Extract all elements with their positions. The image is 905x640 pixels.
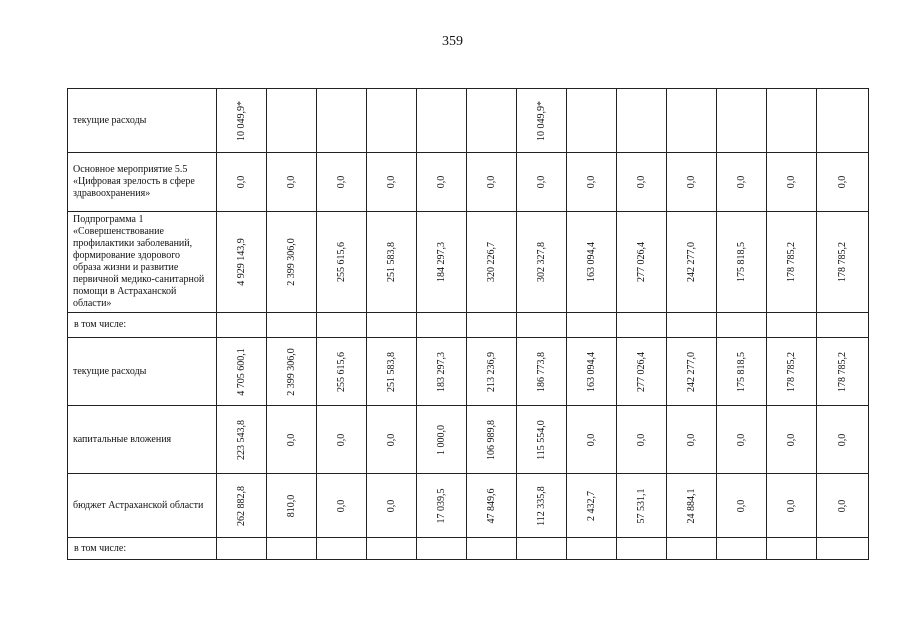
table-cell bbox=[467, 89, 517, 153]
cell-value: 17 039,5 bbox=[435, 488, 447, 523]
cell-value: 0,0 bbox=[535, 175, 547, 189]
table-cell bbox=[367, 474, 417, 538]
table-cell bbox=[467, 313, 517, 338]
table-cell bbox=[767, 89, 817, 153]
table-cell bbox=[667, 313, 717, 338]
table-cell bbox=[817, 212, 869, 313]
cell-value: 0,0 bbox=[385, 175, 397, 189]
table-cell bbox=[567, 474, 617, 538]
table-cell bbox=[467, 538, 517, 560]
table-cell bbox=[567, 538, 617, 560]
table-cell bbox=[717, 153, 767, 212]
cell-value: 0,0 bbox=[836, 499, 848, 512]
table-cell bbox=[617, 212, 667, 313]
cell-value: 178 785,2 bbox=[836, 351, 848, 392]
table-cell bbox=[367, 212, 417, 313]
table-cell bbox=[717, 406, 767, 474]
cell-value: 0,0 bbox=[435, 175, 447, 189]
table-cell bbox=[817, 406, 869, 474]
table-cell bbox=[567, 89, 617, 153]
table-cell bbox=[667, 89, 717, 153]
cell-value: 178 785,2 bbox=[785, 242, 797, 282]
table-cell bbox=[617, 406, 667, 474]
table-cell bbox=[417, 212, 467, 313]
table-row bbox=[68, 538, 869, 560]
page-number: 359 bbox=[442, 34, 463, 49]
cell-value: 112 335,8 bbox=[535, 485, 547, 526]
cell-value: 163 094,4 bbox=[585, 242, 597, 282]
cell-value: 242 277,0 bbox=[685, 242, 697, 282]
table-cell bbox=[817, 338, 869, 406]
cell-value: 106 989,8 bbox=[485, 419, 497, 460]
cell-value: 0,0 bbox=[585, 175, 597, 189]
table-cell bbox=[317, 538, 367, 560]
cell-value: 0,0 bbox=[785, 175, 797, 189]
table-cell bbox=[267, 89, 317, 153]
cell-value: 255 615,6 bbox=[335, 351, 347, 392]
table-cell bbox=[417, 313, 467, 338]
table-cell bbox=[617, 153, 667, 212]
table-cell bbox=[217, 153, 267, 212]
table-cell bbox=[367, 89, 417, 153]
cell-value: 0,0 bbox=[836, 175, 848, 189]
cell-value: 0,0 bbox=[635, 433, 647, 446]
cell-value: 163 094,4 bbox=[585, 351, 597, 392]
table-cell bbox=[217, 212, 267, 313]
table-cell bbox=[317, 212, 367, 313]
table-cell bbox=[517, 406, 567, 474]
table-cell bbox=[817, 538, 869, 560]
table-cell bbox=[767, 313, 817, 338]
cell-value: 175 818,5 bbox=[735, 242, 747, 282]
cell-value: 251 583,8 bbox=[385, 242, 397, 282]
cell-value: 0,0 bbox=[585, 433, 597, 446]
table-cell bbox=[617, 538, 667, 560]
table-cell bbox=[367, 313, 417, 338]
table-row bbox=[68, 89, 869, 153]
table-cell bbox=[717, 538, 767, 560]
table-cell bbox=[317, 313, 367, 338]
table-row bbox=[68, 474, 869, 538]
table-body bbox=[68, 89, 869, 560]
table-cell bbox=[367, 538, 417, 560]
table-cell bbox=[367, 406, 417, 474]
table-cell bbox=[617, 474, 667, 538]
table-cell bbox=[617, 89, 667, 153]
table-cell bbox=[567, 153, 617, 212]
table-cell bbox=[667, 153, 717, 212]
table-cell bbox=[517, 313, 567, 338]
cell-value: 277 026,4 bbox=[635, 351, 647, 392]
cell-value: 10 049,9* bbox=[535, 100, 547, 141]
table-cell bbox=[767, 338, 817, 406]
cell-value: 0,0 bbox=[836, 433, 848, 446]
table-cell bbox=[517, 89, 567, 153]
table-cell bbox=[367, 153, 417, 212]
cell-value: 0,0 bbox=[385, 499, 397, 512]
cell-value: 262 882,8 bbox=[235, 485, 247, 526]
cell-value: 0,0 bbox=[285, 175, 297, 189]
cell-value: 0,0 bbox=[385, 433, 397, 446]
cell-value: 24 884,1 bbox=[685, 488, 697, 523]
table-cell bbox=[417, 406, 467, 474]
table-cell bbox=[267, 406, 317, 474]
table-cell bbox=[317, 406, 367, 474]
cell-value: 2 399 306,0 bbox=[285, 347, 297, 396]
cell-value: 10 049,9* bbox=[235, 100, 247, 141]
table-cell bbox=[467, 212, 517, 313]
cell-value: 178 785,2 bbox=[785, 351, 797, 392]
cell-value: 277 026,4 bbox=[635, 242, 647, 282]
cell-value: 2 432,7 bbox=[585, 490, 597, 521]
table-cell bbox=[817, 313, 869, 338]
table-cell bbox=[767, 153, 817, 212]
budget-table bbox=[67, 88, 869, 560]
table-cell bbox=[417, 89, 467, 153]
table-cell bbox=[517, 338, 567, 406]
table-cell bbox=[517, 538, 567, 560]
cell-value: 0,0 bbox=[735, 499, 747, 512]
table-cell bbox=[217, 89, 267, 153]
table-row bbox=[68, 338, 869, 406]
cell-value: 4 929 143,9 bbox=[235, 238, 247, 286]
table-cell bbox=[717, 89, 767, 153]
table-cell bbox=[667, 338, 717, 406]
cell-value: 0,0 bbox=[685, 433, 697, 446]
row-label: в том числе: bbox=[68, 538, 217, 560]
cell-value: 213 236,9 bbox=[485, 351, 497, 392]
cell-value: 0,0 bbox=[235, 175, 247, 189]
table-cell bbox=[517, 212, 567, 313]
table-cell bbox=[667, 538, 717, 560]
table-cell bbox=[267, 338, 317, 406]
table-cell bbox=[517, 153, 567, 212]
table-row bbox=[68, 406, 869, 474]
table-cell bbox=[567, 313, 617, 338]
cell-value: 0,0 bbox=[335, 499, 347, 512]
table-cell bbox=[667, 406, 717, 474]
cell-value: 4 705 600,1 bbox=[235, 347, 247, 396]
row-label: капитальные вложения bbox=[68, 406, 217, 474]
table-cell bbox=[417, 474, 467, 538]
cell-value: 1 000,0 bbox=[435, 424, 447, 455]
cell-value: 0,0 bbox=[485, 175, 497, 189]
table-cell bbox=[417, 538, 467, 560]
cell-value: 251 583,8 bbox=[385, 351, 397, 392]
table-cell bbox=[767, 474, 817, 538]
table-cell bbox=[217, 338, 267, 406]
cell-value: 183 297,3 bbox=[435, 351, 447, 392]
cell-value: 2 399 306,0 bbox=[285, 238, 297, 286]
table-cell bbox=[717, 338, 767, 406]
table-cell bbox=[617, 313, 667, 338]
row-label: Основное мероприятие 5.5 «Цифровая зрелость в сфере здравоохранения» bbox=[68, 153, 217, 212]
cell-value: 115 554,0 bbox=[535, 419, 547, 460]
table-row bbox=[68, 153, 869, 212]
cell-value: 0,0 bbox=[335, 433, 347, 446]
table-cell bbox=[267, 212, 317, 313]
table-cell bbox=[667, 212, 717, 313]
table-cell bbox=[217, 406, 267, 474]
table-cell bbox=[267, 153, 317, 212]
cell-value: 0,0 bbox=[635, 175, 647, 189]
table-cell bbox=[267, 313, 317, 338]
table-cell bbox=[817, 153, 869, 212]
table-cell bbox=[317, 474, 367, 538]
table-cell bbox=[317, 153, 367, 212]
table-cell bbox=[767, 406, 817, 474]
table-cell bbox=[217, 313, 267, 338]
table-cell bbox=[367, 338, 417, 406]
table-cell bbox=[617, 338, 667, 406]
table-cell bbox=[217, 538, 267, 560]
table-cell bbox=[667, 474, 717, 538]
table-cell bbox=[767, 538, 817, 560]
cell-value: 0,0 bbox=[335, 175, 347, 189]
cell-value: 0,0 bbox=[735, 175, 747, 189]
cell-value: 57 531,1 bbox=[635, 488, 647, 523]
table-cell bbox=[467, 474, 517, 538]
cell-value: 47 849,6 bbox=[485, 488, 497, 523]
table-row bbox=[68, 313, 869, 338]
table-cell bbox=[317, 338, 367, 406]
table-cell bbox=[717, 313, 767, 338]
row-label: Подпрограмма 1 «Совершенствование профилактики заболеваний, формирование здорового образа жизни и развитие первичной медико-санитарной помощи в Астраханской области» bbox=[68, 212, 217, 313]
table-row bbox=[68, 212, 869, 313]
row-label: бюджет Астраханской области bbox=[68, 474, 217, 538]
table-cell bbox=[467, 406, 517, 474]
cell-value: 0,0 bbox=[735, 433, 747, 446]
cell-value: 810,0 bbox=[285, 494, 297, 517]
cell-value: 178 785,2 bbox=[836, 242, 848, 282]
cell-value: 186 773,8 bbox=[535, 351, 547, 392]
table-cell bbox=[467, 153, 517, 212]
table-cell bbox=[467, 338, 517, 406]
table-cell bbox=[217, 474, 267, 538]
row-label: текущие расходы bbox=[68, 89, 217, 153]
table-cell bbox=[817, 474, 869, 538]
table-cell bbox=[817, 89, 869, 153]
table-cell bbox=[717, 212, 767, 313]
table-cell bbox=[767, 212, 817, 313]
cell-value: 242 277,0 bbox=[685, 351, 697, 392]
table-cell bbox=[567, 406, 617, 474]
table-cell bbox=[417, 153, 467, 212]
cell-value: 184 297,3 bbox=[435, 242, 447, 282]
cell-value: 302 327,8 bbox=[535, 242, 547, 282]
cell-value: 0,0 bbox=[785, 499, 797, 512]
table-cell bbox=[317, 89, 367, 153]
cell-value: 0,0 bbox=[685, 175, 697, 189]
table-cell bbox=[517, 474, 567, 538]
cell-value: 255 615,6 bbox=[335, 242, 347, 282]
cell-value: 0,0 bbox=[785, 433, 797, 446]
table-cell bbox=[717, 474, 767, 538]
table-cell bbox=[567, 212, 617, 313]
row-label: текущие расходы bbox=[68, 338, 217, 406]
table-cell bbox=[267, 474, 317, 538]
cell-value: 223 543,8 bbox=[235, 419, 247, 460]
cell-value: 0,0 bbox=[285, 433, 297, 446]
table-cell bbox=[567, 338, 617, 406]
cell-value: 320 226,7 bbox=[485, 242, 497, 282]
table-cell bbox=[417, 338, 467, 406]
cell-value: 175 818,5 bbox=[735, 351, 747, 392]
row-label: в том числе: bbox=[68, 313, 217, 338]
table-cell bbox=[267, 538, 317, 560]
